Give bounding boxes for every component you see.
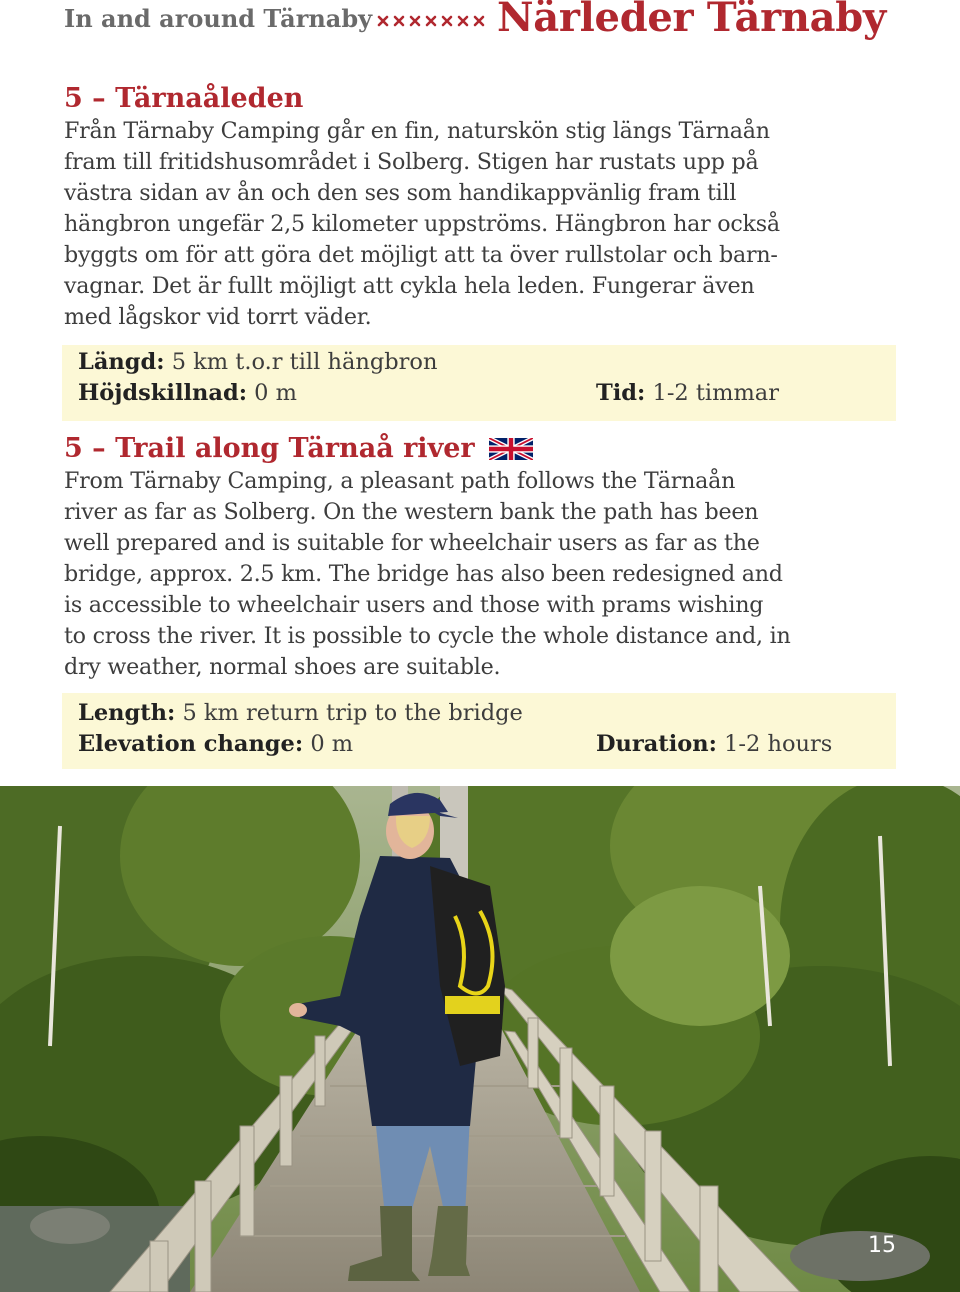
- elevation-value: 0 m: [310, 731, 354, 757]
- swedish-elevation-row: [78, 380, 297, 406]
- text-line: dry weather, normal shoes are suitable.: [64, 654, 501, 680]
- swedish-title-text: 5 – Tärnaåleden: [64, 83, 304, 114]
- bridge-hiker-photo: [0, 786, 960, 1292]
- photo-illustration: [0, 786, 960, 1292]
- text-line: vagnar. Det är fullt möjligt att cykla hela leden. Fungerar även: [64, 273, 755, 299]
- swedish-info-box: [62, 345, 896, 421]
- english-info-box: [62, 693, 896, 769]
- time-label: Duration:: [596, 731, 717, 757]
- english-section: [64, 432, 894, 683]
- length-value: 5 km return trip to the bridge: [182, 700, 523, 726]
- swedish-section: [64, 82, 894, 333]
- length-label: Length:: [78, 700, 176, 726]
- length-value: 5 km t.o.r till hängbron: [171, 349, 438, 375]
- page-number: 15: [868, 1233, 896, 1258]
- time-value: 1-2 timmar: [652, 380, 779, 406]
- text-line: river as far as Solberg. On the western bank the path has been: [64, 499, 759, 525]
- english-length-row: [78, 700, 523, 726]
- text-line: From Tärnaby Camping, a pleasant path follows the Tärnaån: [64, 468, 736, 494]
- time-label: Tid:: [596, 380, 646, 406]
- page-title: Närleder Tärnaby: [497, 0, 886, 41]
- cross-ornament-icon: [376, 14, 494, 28]
- page-header: [0, 0, 960, 52]
- text-line: med lågskor vid torrt väder.: [64, 304, 372, 330]
- text-line: bridge, approx. 2.5 km. The bridge has also been redesigned and: [64, 561, 783, 587]
- time-value: 1-2 hours: [724, 731, 833, 757]
- swedish-body-text: [64, 116, 894, 333]
- english-section-title: [64, 432, 894, 466]
- text-line: well prepared and is suitable for wheelchair users as far as the: [64, 530, 760, 556]
- text-line: Från Tärnaby Camping går en fin, naturskön stig längs Tärnaån: [64, 118, 770, 144]
- swedish-time-row: [596, 380, 779, 406]
- elevation-label: Elevation change:: [78, 731, 304, 757]
- section-kicker: In and around Tärnaby: [64, 4, 373, 33]
- length-label: Längd:: [78, 349, 165, 375]
- english-body-text: [64, 466, 894, 683]
- text-line: is accessible to wheelchair users and those with prams wishing: [64, 592, 764, 618]
- text-line: fram till fritidshusområdet i Solberg. Stigen har rustats upp på: [64, 149, 759, 175]
- swedish-section-title: [64, 82, 894, 116]
- text-line: hängbron ungefär 2,5 kilometer uppströms. Hängbron har också: [64, 211, 780, 237]
- english-time-row: [596, 731, 832, 757]
- english-title-text: 5 – Trail along Tärnaå river: [64, 433, 475, 464]
- text-line: västra sidan av ån och den ses som handikappvänlig fram till: [64, 180, 737, 206]
- uk-flag-icon: [489, 437, 533, 461]
- swedish-length-row: [78, 349, 437, 375]
- elevation-value: 0 m: [254, 380, 297, 406]
- text-line: byggts om för att göra det möjligt att ta över rullstolar och barn-: [64, 242, 778, 268]
- english-elevation-row: [78, 731, 353, 757]
- elevation-label: Höjdskillnad:: [78, 380, 248, 406]
- text-line: to cross the river. It is possible to cycle the whole distance and, in: [64, 623, 791, 649]
